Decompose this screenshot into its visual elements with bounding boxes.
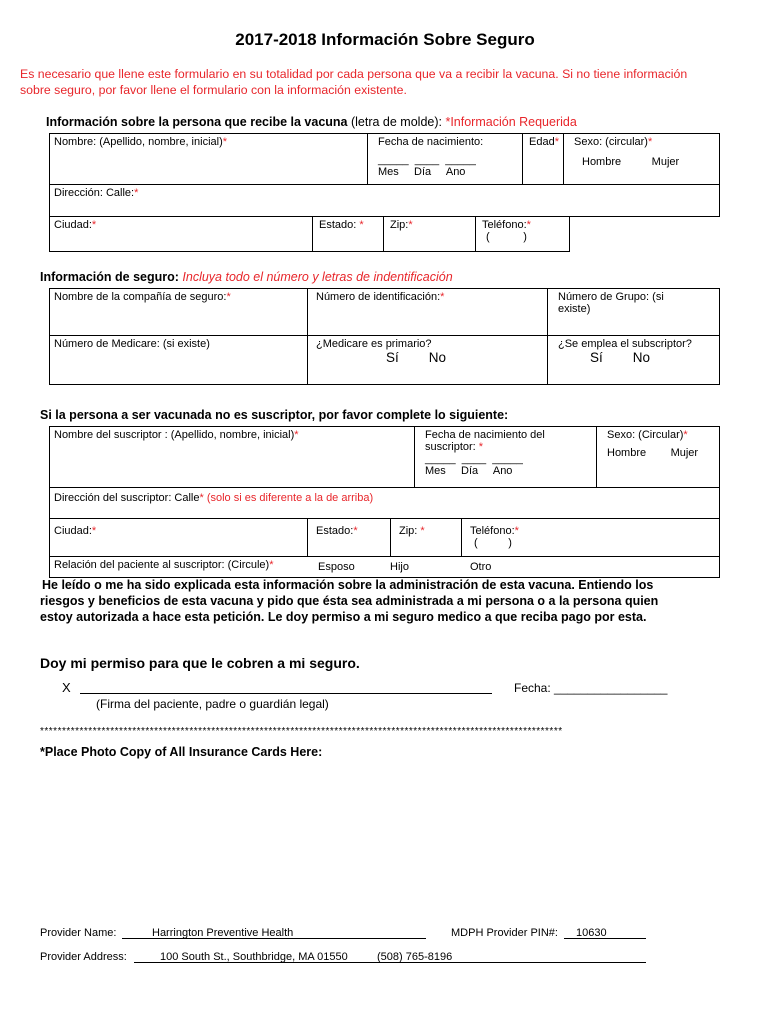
- state-label: Estado:: [319, 219, 360, 231]
- group-label: Número de Grupo: (si existe): [558, 291, 664, 315]
- subscriber-zip-label: Zip:: [399, 525, 421, 537]
- address-label: Dirección: Calle:: [54, 187, 135, 199]
- photo-copy-label: *Place Photo Copy of All Insurance Cards Here:: [40, 745, 323, 759]
- required-note: *Información Requerida: [445, 115, 577, 129]
- required-asterisk: *: [440, 291, 445, 303]
- permission-heading: Doy mi permiso para que le cobren a mi seguro.: [40, 655, 360, 671]
- medicare-label: Número de Medicare: (si existe): [54, 338, 210, 350]
- subscriber-phone-label: Teléfono:: [470, 525, 515, 537]
- subscriber-city-field[interactable]: [49, 518, 308, 556]
- section2-heading-italic: Incluya todo el número y letras de indentificación: [182, 270, 453, 284]
- subscriber-state-field[interactable]: [307, 518, 391, 556]
- patient-phone-field[interactable]: [475, 216, 570, 252]
- patient-state-field[interactable]: [312, 216, 384, 252]
- subscriber-city-label: Ciudad:: [54, 525, 92, 537]
- sex-options[interactable]: Hombre Mujer: [582, 156, 680, 168]
- medicare-number-field[interactable]: [49, 335, 308, 385]
- id-label: Número de identificación:: [316, 291, 441, 303]
- page-title: 2017-2018 Información Sobre Seguro: [235, 30, 535, 49]
- required-asterisk: *: [199, 492, 204, 504]
- section2-heading: [40, 270, 453, 284]
- patient-address-field[interactable]: [49, 184, 720, 217]
- subscriber-address-note: (solo si es diferente a la de arriba): [203, 492, 374, 504]
- section1-heading-bold: Información sobre la persona que recibe la vacuna: [46, 115, 348, 129]
- relation-field[interactable]: [49, 556, 720, 578]
- patient-city-field[interactable]: [49, 216, 313, 252]
- insurance-company-field[interactable]: [49, 288, 308, 336]
- dob-blanks: _____ ____ _____: [378, 154, 476, 166]
- age-label: Edad: [529, 136, 555, 148]
- subscriber-dob-blanks: _____ ____ _____: [425, 453, 523, 465]
- required-asterisk: *: [359, 219, 364, 231]
- provider-address-value[interactable]: 100 South St., Southbridge, MA 01550: [160, 951, 348, 963]
- patient-dob-field[interactable]: [367, 133, 523, 185]
- subscriber-dob-label: Fecha de nacimiento del suscriptor:: [425, 429, 545, 453]
- required-asterisk: *: [420, 525, 425, 537]
- dob-parts: Mes Día Ano: [378, 166, 466, 178]
- insurance-group-field[interactable]: [547, 288, 720, 336]
- signature-line[interactable]: [80, 693, 492, 694]
- consent-paragraph: He leído o me ha sido explicada esta información sobre la administración de esta vacuna. Entiendo los riesgos y beneficios de esta vacuna y pido que ésta sea administrada a mi persona o a la persona quien estoy autorizada a hace esta petición. Le doy permiso a mi seguro medico a que reciba pago por esta.: [40, 578, 659, 624]
- primary-options[interactable]: Sí No: [386, 350, 447, 365]
- patient-sex-field[interactable]: [563, 133, 720, 185]
- required-asterisk: *: [269, 559, 274, 571]
- subscriber-dob-parts: Mes Día Ano: [425, 465, 513, 477]
- phone-label: Teléfono:: [482, 219, 527, 231]
- required-asterisk: *: [478, 441, 484, 453]
- relation-option-other[interactable]: Otro: [470, 561, 492, 573]
- section1-heading: [46, 115, 577, 129]
- subscriber-sex-options[interactable]: Hombre Mujer: [607, 447, 699, 459]
- patient-name-field[interactable]: [49, 133, 368, 185]
- provider-name-value[interactable]: Harrington Preventive Health: [152, 927, 294, 939]
- city-label: Ciudad:: [54, 219, 92, 231]
- patient-zip-field[interactable]: [383, 216, 476, 252]
- signature-x: X: [62, 680, 71, 695]
- medicare-primary-field[interactable]: [307, 335, 548, 385]
- subscriber-address-label: Dirección del suscriptor: Calle: [54, 492, 200, 504]
- intro-text: Es necesario que llene este formulario en su totalidad por cada persona que va a recibir la vacuna. Si no tiene información sobre seguro, por favor llene el formulario con la información existente.: [20, 67, 688, 97]
- phone-paren: ( ): [486, 231, 527, 243]
- section2-heading-bold: Información de seguro:: [40, 270, 183, 284]
- subscriber-phone-paren: ( ): [474, 537, 512, 549]
- relation-label: Relación del paciente al suscriptor: (Circule): [54, 559, 270, 571]
- section1-heading-normal: (letra de molde):: [347, 115, 446, 129]
- insurance-id-field[interactable]: [307, 288, 548, 336]
- signature-caption: (Firma del paciente, padre o guardián legal): [96, 697, 329, 711]
- subscriber-phone-field[interactable]: [461, 518, 720, 556]
- date-field[interactable]: Fecha: _________________: [514, 681, 668, 695]
- required-asterisk: *: [647, 136, 653, 148]
- subscriber-dob-field[interactable]: [414, 426, 597, 488]
- required-asterisk: *: [134, 187, 139, 199]
- required-asterisk: *: [226, 291, 231, 303]
- required-asterisk: *: [222, 136, 228, 148]
- separator-stars: ***********************************************************************************************************************: [40, 726, 563, 737]
- subscriber-employed-field[interactable]: [547, 335, 720, 385]
- subscriber-name-field[interactable]: [49, 426, 415, 488]
- patient-age-field[interactable]: [522, 133, 564, 185]
- relation-option-child[interactable]: Hijo: [390, 561, 409, 573]
- required-asterisk: *: [294, 429, 299, 441]
- relation-option-spouse[interactable]: Esposo: [318, 561, 355, 573]
- company-label: Nombre de la compañía de seguro:: [54, 291, 227, 303]
- employ-label: ¿Se emplea el subscriptor?: [558, 338, 692, 350]
- provider-phone-value[interactable]: (508) 765-8196: [377, 951, 453, 963]
- patient-name-label: Nombre: (Apellido, nombre, inicial): [54, 136, 223, 148]
- section3-heading: Si la persona a ser vacunada no es suscriptor, por favor complete lo siguiente:: [40, 408, 509, 422]
- subscriber-address-field[interactable]: [49, 487, 720, 519]
- provider-address-label: Provider Address:: [40, 951, 127, 963]
- subscriber-sex-field[interactable]: [596, 426, 720, 488]
- employ-options[interactable]: Sí No: [590, 350, 651, 365]
- required-asterisk: *: [91, 219, 97, 231]
- zip-label: Zip:: [390, 219, 409, 231]
- required-asterisk: *: [514, 525, 519, 537]
- subscriber-zip-field[interactable]: [390, 518, 462, 556]
- provider-pin-value[interactable]: 10630: [576, 927, 607, 939]
- subscriber-sex-label: Sexo: (Circular): [607, 429, 684, 441]
- required-asterisk: *: [683, 429, 688, 441]
- subscriber-name-label: Nombre del suscriptor : (Apellido, nombre, inicial): [54, 429, 295, 441]
- required-asterisk: *: [91, 525, 97, 537]
- provider-name-label: Provider Name:: [40, 927, 117, 939]
- primary-label: ¿Medicare es primario?: [316, 338, 432, 350]
- required-asterisk: *: [526, 219, 531, 231]
- required-asterisk: *: [408, 219, 413, 231]
- sex-label: Sexo: (circular): [574, 136, 648, 148]
- required-asterisk: *: [554, 136, 559, 148]
- dob-label: Fecha de nacimiento:: [378, 136, 484, 148]
- provider-pin-label: MDPH Provider PIN#:: [451, 927, 558, 939]
- subscriber-state-label: Estado:: [316, 525, 354, 537]
- required-asterisk: *: [353, 525, 358, 537]
- consent-text: [40, 577, 680, 625]
